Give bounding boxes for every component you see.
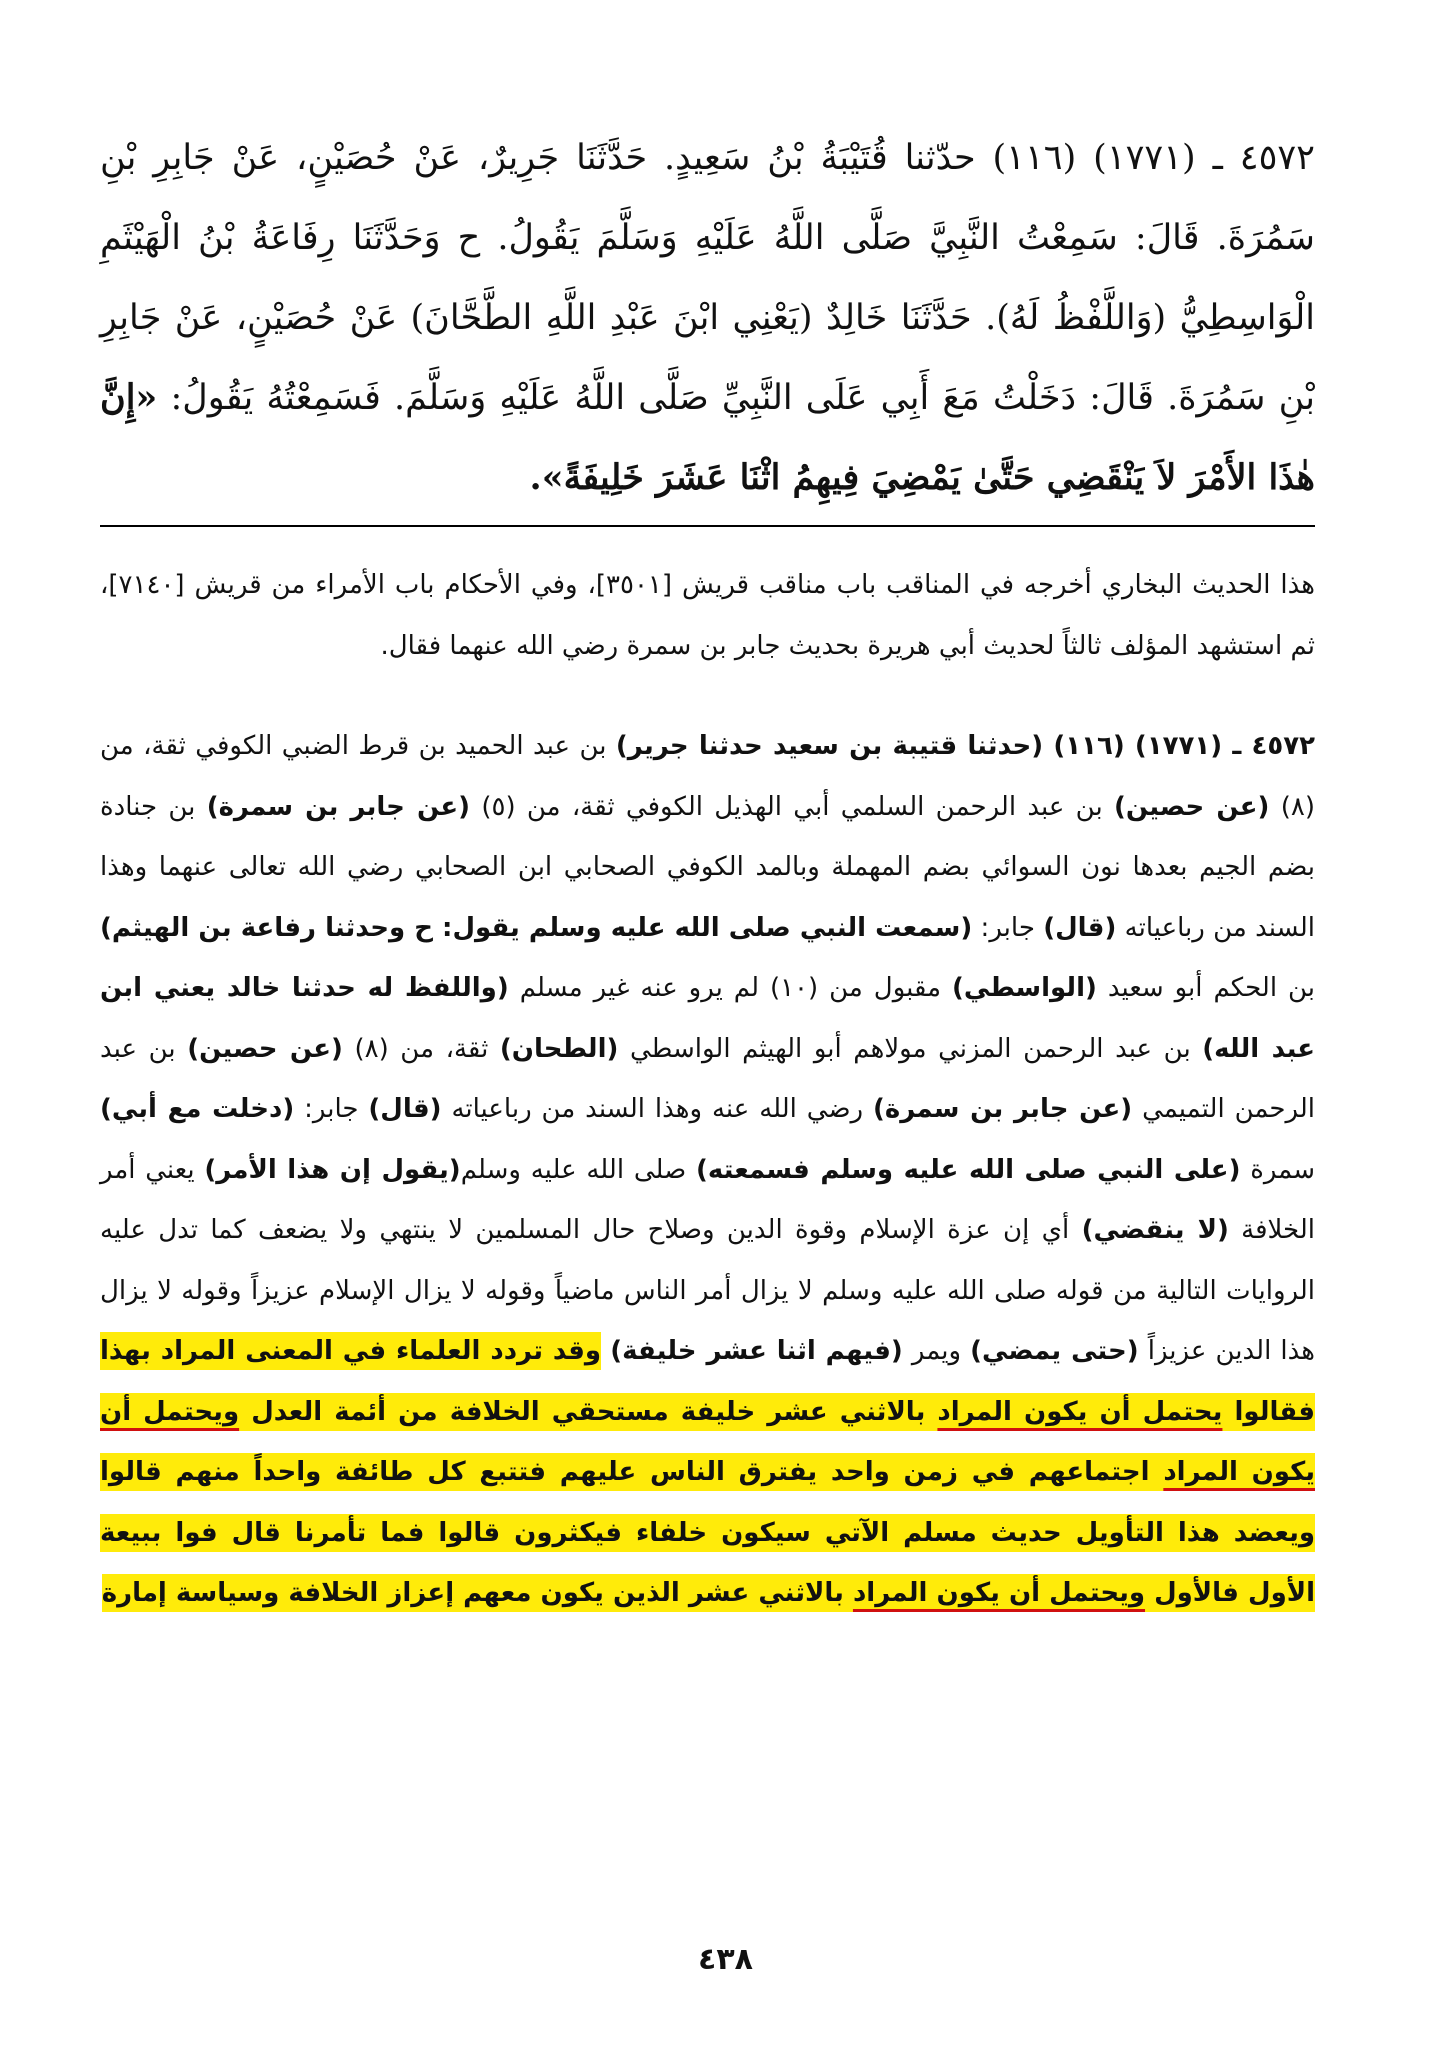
bold-segment: (واللفظ له حدثنا خالد يعني ابن عبد الله) bbox=[100, 973, 1315, 1064]
bold-segment: (حتى يمضي) bbox=[970, 1336, 1139, 1366]
bold-segment: (على النبي صلى الله عليه وسلم فسمعته) bbox=[695, 1154, 1241, 1185]
text-segment: جابر: bbox=[294, 1094, 369, 1124]
bold-segment: (فيهم اثنا عشر خليفة) bbox=[610, 1336, 903, 1366]
bold-segment: (لا ينقضي) bbox=[1081, 1215, 1229, 1245]
text-segment: أي إن عزة الإسلام وقوة الدين وصلاح حال المسلمين لا ينتهي ولا يضعف كما تدل عليه الروايات التالية من قوله صلى الله عليه وسلم لا يزال أمر الناس ماضياً وقوله لا يزال الإسلام عزيزاً وقوله لا يزال هذا الدين عزيزاً bbox=[100, 1215, 1316, 1366]
bold-segment: ٤٥٧٢ ـ (١٧٧١) (١١٦) (حدثنا قتيبة بن سعيد حدثنا جرير) bbox=[615, 731, 1315, 761]
text-segment: بن عبد الحميد بن قرط الضبي الكوفي ثقة، من (٨) bbox=[100, 731, 1315, 822]
highlight-text: بالاثني عشر الذين يكون معهم إعزاز الخلافة وسياسة إمارة bbox=[101, 1578, 853, 1608]
bold-segment: (الطحان) bbox=[499, 1033, 619, 1064]
text-segment: بن جنادة بضم الجيم بعدها نون السوائي بضم المهملة وبالمد الكوفي الصحابي ابن الصحابي رضي الله تعالى عنهما وهذا السند من رباعياته bbox=[100, 791, 1315, 943]
underlined-phrase: يحتمل أن يكون المراد bbox=[937, 1396, 1223, 1427]
hadith-text bbox=[100, 118, 1315, 518]
footnote-separator bbox=[100, 525, 1315, 527]
text-segment: صلى الله عليه وسلم bbox=[460, 1154, 696, 1185]
highlight-text: وقد تردد العلماء في المعنى المراد بهذا فقالوا bbox=[100, 1336, 1315, 1427]
text-segment: ويمر bbox=[902, 1336, 971, 1366]
bold-segment: (عن جابر بن سمرة) bbox=[873, 1094, 1133, 1124]
bold-segment: (عن حصين) bbox=[187, 1033, 343, 1064]
commentary-paragraph bbox=[100, 716, 1315, 1624]
bold-segment: (قال) bbox=[368, 1094, 442, 1124]
text-segment: بن عبد الرحمن السلمي أبي الهذيل الكوفي ثقة، من (٥) bbox=[470, 791, 1115, 822]
bold-segment: (عن حصين) bbox=[1114, 791, 1270, 822]
text-segment: ثقة، من (٨) bbox=[342, 1033, 500, 1064]
text-segment: سمرة bbox=[1240, 1154, 1315, 1185]
bold-segment: (سمعت النبي صلى الله عليه وسلم يقول: ح وحدثنا رفاعة بن الهيثم) bbox=[100, 912, 973, 943]
underlined-phrase: ويحتمل أن يكون المراد bbox=[100, 1396, 1315, 1487]
highlighted-passage bbox=[100, 1332, 1315, 1612]
text-segment: رضي الله عنه وهذا السند من رباعياته bbox=[441, 1094, 874, 1124]
bold-segment: (دخلت مع أبي) bbox=[100, 1094, 295, 1124]
page-number: ٤٣٨ bbox=[698, 1942, 753, 1977]
text-segment: جابر: bbox=[972, 912, 1044, 943]
text-segment: بن عبد الرحمن المزني مولاهم أبو الهيثم الواسطي bbox=[618, 1033, 1203, 1064]
highlight-text: اجتماعهم في زمن واحد يفترق الناس عليهم فتتبع كل طائفة واحداً منهم قالوا ويعضد هذا التأويل حديث مسلم الآتي سيكون خلفاء فيكثرون قالوا فما تأمرنا قال فوا ببيعة الأول فالأول bbox=[100, 1457, 1315, 1608]
bold-segment: (الواسطي) bbox=[952, 973, 1097, 1003]
bold-segment: (يقول إن هذا الأمر) bbox=[204, 1154, 461, 1185]
text-segment: بن عبد الرحمن التميمي bbox=[100, 1033, 1315, 1124]
underlined-phrase: ويحتمل أن يكون المراد bbox=[852, 1578, 1146, 1608]
commentary-intro: هذا الحديث البخاري أخرجه في المناقب باب مناقب قريش [٣٥٠١]، وفي الأحكام باب الأمراء من قريش [٧١٤٠]، ثم استشهد المؤلف ثالثاً لحديث أبي هريرة بحديث جابر بن سمرة رضي الله عنهما فقال. bbox=[100, 570, 1315, 661]
hadith-quote: «إِنَّ هٰذَا الأَمْرَ لاَ يَنْقَضِي حَتَّىٰ يَمْضِيَ فِيهِمُ اثْنَا عَشَرَ خَلِيفَةً». bbox=[100, 377, 1315, 498]
text-segment bbox=[601, 1336, 610, 1366]
highlight-text: بالاثني عشر خليفة مستحقي الخلافة من أئمة العدل bbox=[239, 1396, 938, 1427]
text-segment: مقبول من (١٠) لم يرو عنه غير مسلم bbox=[508, 973, 953, 1003]
hadith-body: ٤٥٧٢ ـ (١٧٧١) (١١٦) حدّثنا قُتَيْبَةُ بْنُ سَعِيدٍ. حَدَّثَنَا جَرِيرٌ، عَنْ حُصَيْنٍ، عَنْ جَابِرِ بْنِ سَمُرَةَ. قَالَ: سَمِعْتُ النَّبِيَّ صَلَّى اللَّهُ عَلَيْهِ وَسَلَّمَ يَقُولُ. ح وَحَدَّثَنَا رِفَاعَةُ بْنُ الْهَيْثَمِ الْوَاسِطِيُّ (وَاللَّفْظُ لَهُ). حَدَّثَنَا خَالِدٌ (يَعْنِي ابْنَ عَبْدِ اللَّهِ الطَّحَّانَ) عَنْ حُصَيْنٍ، عَنْ جَابِرِ بْنِ سَمُرَةَ. قَالَ: دَخَلْتُ مَعَ أَبِي عَلَى النَّبِيِّ صَلَّى اللَّهُ عَلَيْهِ وَسَلَّمَ. فَسَمِعْتُهُ يَقُولُ: bbox=[100, 138, 1315, 418]
text-segment: يعني أمر الخلافة bbox=[100, 1154, 1315, 1245]
text-segment: بن الحكم أبو سعيد bbox=[1096, 973, 1316, 1003]
bold-segment: (عن جابر بن سمرة) bbox=[206, 791, 471, 822]
commentary bbox=[100, 555, 1315, 1624]
bold-segment: (قال) bbox=[1043, 912, 1117, 943]
